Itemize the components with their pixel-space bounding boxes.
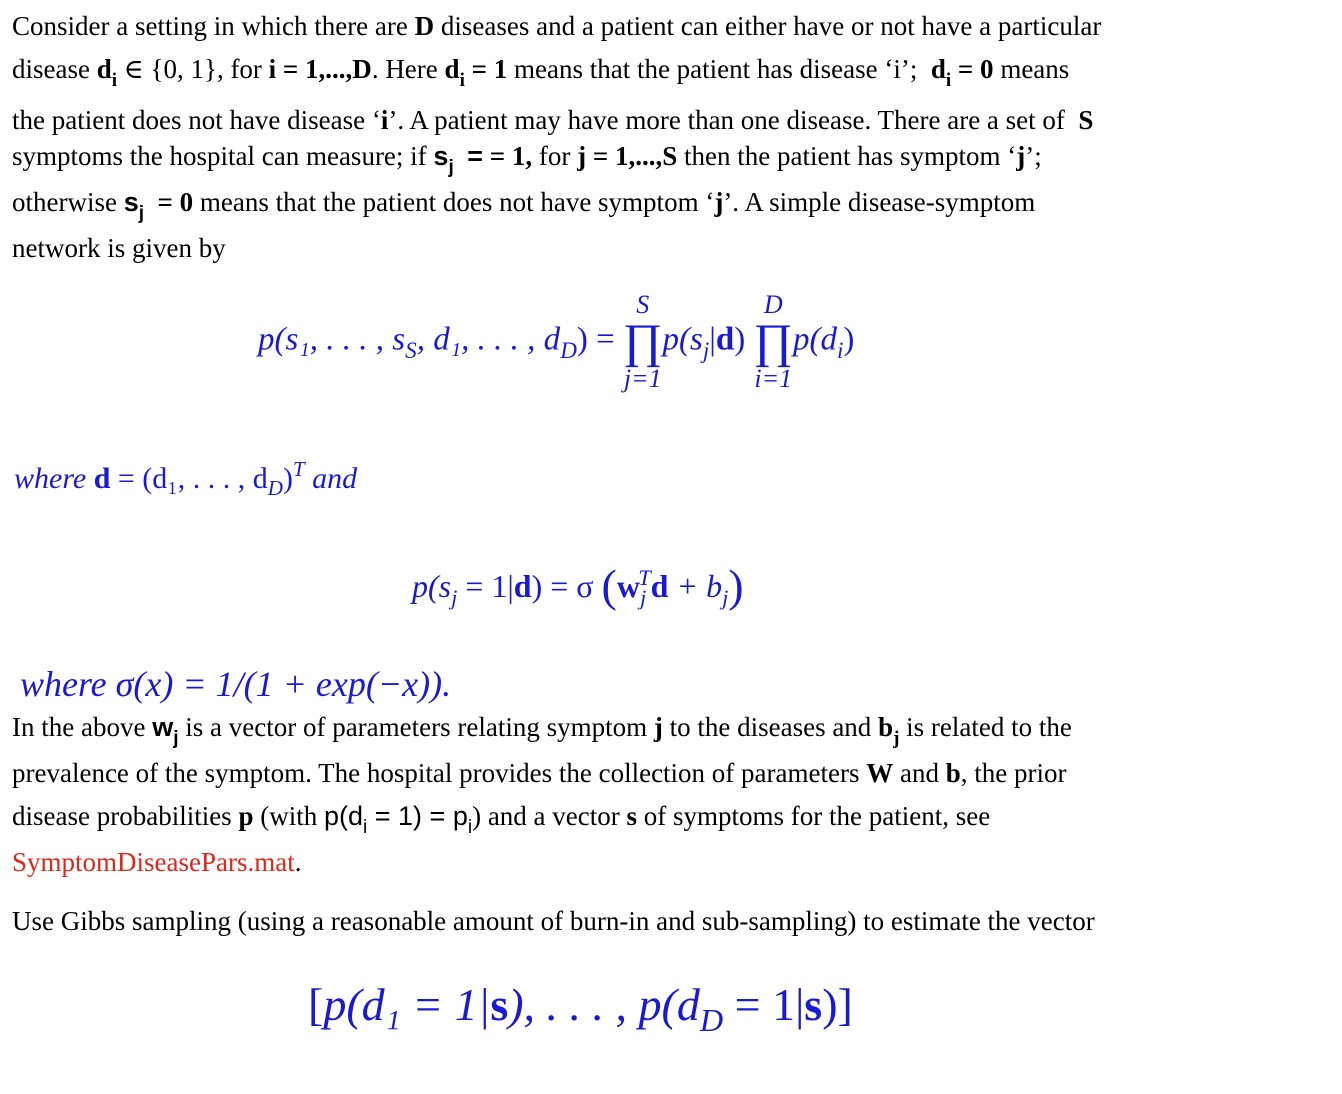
intro-line-5: otherwise $s_j = 0$ means that the patient does not have symptom ‘j’. A simple disease-symptom (12, 187, 1036, 224)
symptom-disease-pars-link[interactable]: SymptomDiseasePars.mat (12, 847, 295, 877)
parameters-line-4: SymptomDiseasePars.mat. (12, 847, 302, 877)
intro-paragraph (12, 5, 1254, 94)
gibbs-instruction-line: Use Gibbs sampling (using a reasonable amount of burn-in and sub-sampling) to estimate the vector (12, 906, 1095, 936)
symptom-probability-equation: $p(s_j = 1|d) = \sigma$ $(w_j^Td + b_j)$ (412, 560, 744, 611)
intro-line-3: the patient does not have disease ‘i’. A patient may have more than one disease. There are a set of S (12, 105, 1094, 135)
sigmoid-definition: where σ(x) = 1/(1 + exp(−x)). (20, 664, 452, 704)
intro-line-6: network is given by (12, 233, 226, 263)
product-over-symptoms: S ∏ j=1 (622, 290, 663, 393)
intro-line-4: symptoms the hospital can measure; if $s_j$ = = 1, for j = 1,...,S then the patient has symptom ‘j’; (12, 141, 1042, 178)
intro-line-1: Consider a setting in which there are D diseases and a patient can either have or not have a particular (12, 11, 1102, 41)
parameters-line-1: In the above $w_j$ is a vector of parameters relating symptom j to the diseases and $b_j$ is related to the (12, 712, 1072, 749)
parameters-paragraph (12, 706, 1254, 884)
intro-line-4-block (12, 135, 1254, 270)
where-d-definition: where d = (d₁, . . . , $d_D)^T$ and (14, 457, 358, 501)
product-over-diseases: D ∏ i=1 (753, 290, 793, 393)
joint-distribution-equation: p(s₁, . . . , $s_S$, d₁, . . . , $d_D$) = S ∏ j=1 $p(s_j|d)$ D ∏ i=1 $p(d_i)$ (258, 290, 855, 393)
intro-line-2: disease $d_i$ ∈ {0, 1}, for i = 1,...,D. Here $d_i = 1$ means that the patient has disease ‘i’; $d_i = 0$ means (12, 54, 1070, 91)
gibbs-instruction (12, 900, 1254, 943)
parameters-line-3: disease probabilities p (with $p(d_i = 1) = p_i$) and a vector s of symptoms for the patient, see (12, 801, 991, 838)
parameters-line-2: prevalence of the symptom. The hospital provides the collection of parameters W and b, the prior (12, 758, 1067, 788)
posterior-vector-equation: [p(d₁ = 1|s), . . . , $p(d_D = 1|s)$] (308, 979, 853, 1039)
